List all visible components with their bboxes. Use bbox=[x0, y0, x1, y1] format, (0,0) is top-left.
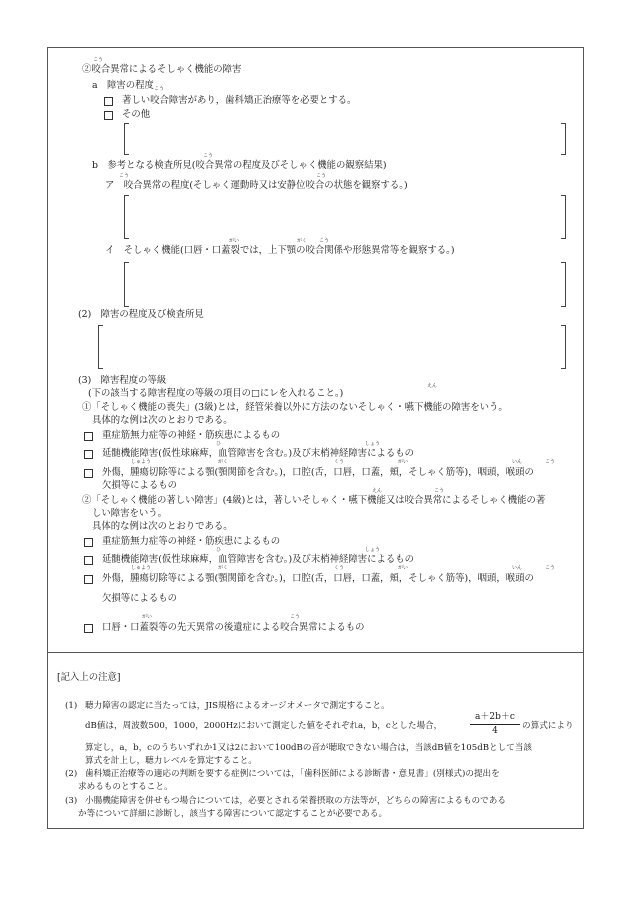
ruby-kou: こう bbox=[319, 238, 330, 244]
note1-line-b-post: の算式により bbox=[522, 721, 574, 731]
note2-number: (2) bbox=[65, 769, 78, 779]
ruby-kou: こう bbox=[93, 57, 104, 63]
bracket-right bbox=[561, 123, 566, 155]
item2-label: (2) 障害の程度及び検査所見 bbox=[78, 309, 204, 320]
bracket-left bbox=[124, 195, 129, 239]
note2-line-b: 求めるものとすること。 bbox=[78, 782, 173, 792]
ruby-en: えん bbox=[372, 488, 383, 494]
g4-c2-text: 延髄機能障害(仮性球麻痺，血管障害を含む。)及び末梢神経障害によるもの bbox=[102, 554, 414, 565]
bracket-left bbox=[98, 325, 103, 369]
note3-line-b: か等について詳細に診断し，該当する障害について認定することが必要である。 bbox=[78, 809, 388, 819]
g3-c3a-text: 外傷，腫瘍切除等による顎(顎関節を含む。)，口腔(舌，口唇，口蓋，頬，そしゃく筋等)，咽頭，喉頭の bbox=[102, 467, 534, 478]
bracket-right bbox=[561, 262, 566, 307]
g4-c4-text: 口唇・口蓋裂等の先天異常の後遺症による咬合異常によるもの bbox=[102, 622, 365, 633]
ruby-shuyou: しゅよう bbox=[131, 459, 152, 465]
checkbox-g3-c2[interactable] bbox=[84, 450, 93, 459]
grade4-title-b: しい障害をいう。 bbox=[92, 508, 168, 519]
grade4-examples: 具体的な例は次のとおりである。 bbox=[92, 521, 233, 532]
ruby-kou: こう bbox=[154, 86, 165, 92]
ruby-kou: こう bbox=[316, 173, 327, 179]
checkbox-g4-c4[interactable] bbox=[84, 624, 93, 633]
section2-b-i: イ そしゃく機能(口唇・口蓋裂では，上下顎の咬合関係や形態異常等を観察する。) bbox=[105, 245, 455, 256]
a-opt1-text: 著しい咬合障害があり，歯科矯正治療等を必要とする。 bbox=[122, 95, 357, 106]
item3-note: (下の該当する障害程度の等級の項目の□にレを入れること。) bbox=[88, 388, 344, 399]
section2-a-label: a 障害の程度 bbox=[92, 80, 154, 91]
section2-b-a: ア 咬合異常の程度(そしゃく運動時又は安静位咬合の状態を観察する。) bbox=[105, 180, 408, 191]
ruby-kou: こう bbox=[545, 459, 556, 465]
note2-line-a: 歯科矯正治療等の適応の判断を要する症例については，「歯科医師による診断書・意見書」(別様式)の提出を bbox=[85, 769, 500, 779]
note1-line-a: 聴力障害の認定に当たっては，JIS規格によるオージオメータで測定すること。 bbox=[85, 701, 390, 711]
ruby-gaku: がく bbox=[297, 238, 308, 244]
checkbox-g4-c3[interactable] bbox=[84, 575, 93, 584]
ruby-en: えん bbox=[427, 383, 438, 389]
bracket-right bbox=[561, 325, 566, 369]
section2-b-label: b 参考となる検査所見(咬合異常の程度及びそしゃく機能の観察結果) bbox=[92, 160, 387, 171]
checkbox-g3-c1[interactable] bbox=[84, 432, 93, 441]
dB-formula-numerator: a＋2b＋c bbox=[470, 712, 520, 725]
ruby-hi: ひ bbox=[216, 441, 222, 447]
g3-c3b-text: 欠損等によるもの bbox=[102, 480, 178, 491]
grade4-title-a: ②「そしゃく機能の著しい障害」(4級)とは，著しいそしゃく・嚥下機能又は咬合異常によるそしゃく機能の著 bbox=[82, 495, 546, 506]
ruby-shou: しょう bbox=[365, 547, 381, 553]
g4-c3a-text: 外傷，腫瘍切除等による顎(顎関節を含む。)，口腔(舌，口唇，口蓋，頬，そしゃく筋等)，咽頭，喉頭の bbox=[102, 573, 534, 584]
ruby-kou2: くう bbox=[334, 565, 345, 571]
note1-line-b-pre: dB値は，周波数500，1000，2000Hzにおいて測定した値をそれぞれa，b，cとした場合， bbox=[85, 721, 443, 731]
ruby-in: いん bbox=[512, 565, 523, 571]
note1-line-c: 算定し，a，b，cのうちいずれか1又は2において100dBの音が聴取できない場合は，当該dB値を105dBとして当該 bbox=[85, 743, 532, 753]
ruby-gai: がい bbox=[398, 565, 409, 571]
note1-number: (1) bbox=[65, 701, 78, 711]
bracket-left bbox=[124, 123, 129, 155]
ruby-gai: がい bbox=[398, 459, 409, 465]
ruby-gaku: がく bbox=[218, 565, 229, 571]
grade3-examples: 具体的な例は次のとおりである。 bbox=[92, 415, 233, 426]
note3-number: (3) bbox=[65, 796, 78, 806]
g4-c1-text: 重症筋無力症等の神経・筋疾患によるもの bbox=[102, 536, 281, 547]
ruby-kou: こう bbox=[119, 173, 130, 179]
note3-line-a: 小腸機能障害を併せもつ場合については，必要とされる栄養摂取の方法等が，どちらの障害によるものである bbox=[85, 796, 506, 806]
grade3-title: ①「そしゃく機能の喪失」(3級)とは，経管栄養以外に方法のないそしゃく・嚥下機能の障害をいう。 bbox=[82, 402, 508, 413]
a-opt2-text: その他 bbox=[122, 109, 151, 120]
ruby-gaku: がく bbox=[218, 459, 229, 465]
g3-c2-text: 延髄機能障害(仮性球麻痺，血管障害を含む。)及び末梢神経障害によるもの bbox=[102, 448, 414, 459]
ruby-kou: こう bbox=[434, 488, 445, 494]
ruby-kou2: くう bbox=[334, 459, 345, 465]
ruby-kou: こう bbox=[545, 565, 556, 571]
checkbox-g4-c1[interactable] bbox=[84, 538, 93, 547]
bracket-left bbox=[124, 262, 129, 307]
note1-line-d: 算式を計上し，聴力レベルを算定すること。 bbox=[85, 756, 257, 766]
section2-heading: ②咬合異常によるそしゃく機能の障害 bbox=[82, 64, 242, 75]
g3-c1-text: 重症筋無力症等の神経・筋疾患によるもの bbox=[102, 430, 281, 441]
dB-formula-denominator: 4 bbox=[492, 726, 498, 736]
ruby-gai: がい bbox=[142, 614, 153, 620]
checkbox-g3-c3[interactable] bbox=[84, 469, 93, 478]
checkbox-a-opt1[interactable] bbox=[104, 97, 113, 106]
item3-label: (3) 障害程度の等級 bbox=[78, 375, 167, 386]
ruby-shou: しょう bbox=[365, 441, 381, 447]
ruby-kou: こう bbox=[290, 614, 301, 620]
ruby-in: いん bbox=[512, 459, 523, 465]
ruby-shuyou: しゅよう bbox=[131, 565, 152, 571]
checkbox-g4-c2[interactable] bbox=[84, 556, 93, 565]
ruby-gai: がい bbox=[229, 238, 240, 244]
g4-c3b-text: 欠損等によるもの bbox=[102, 593, 178, 604]
bracket-right bbox=[561, 195, 566, 239]
checkbox-a-opt2[interactable] bbox=[104, 111, 113, 120]
notes-title: [記入上の注意] bbox=[57, 672, 121, 683]
ruby-kou: こう bbox=[203, 153, 214, 159]
dB-formula bbox=[470, 712, 520, 737]
ruby-hi: ひ bbox=[216, 547, 222, 553]
